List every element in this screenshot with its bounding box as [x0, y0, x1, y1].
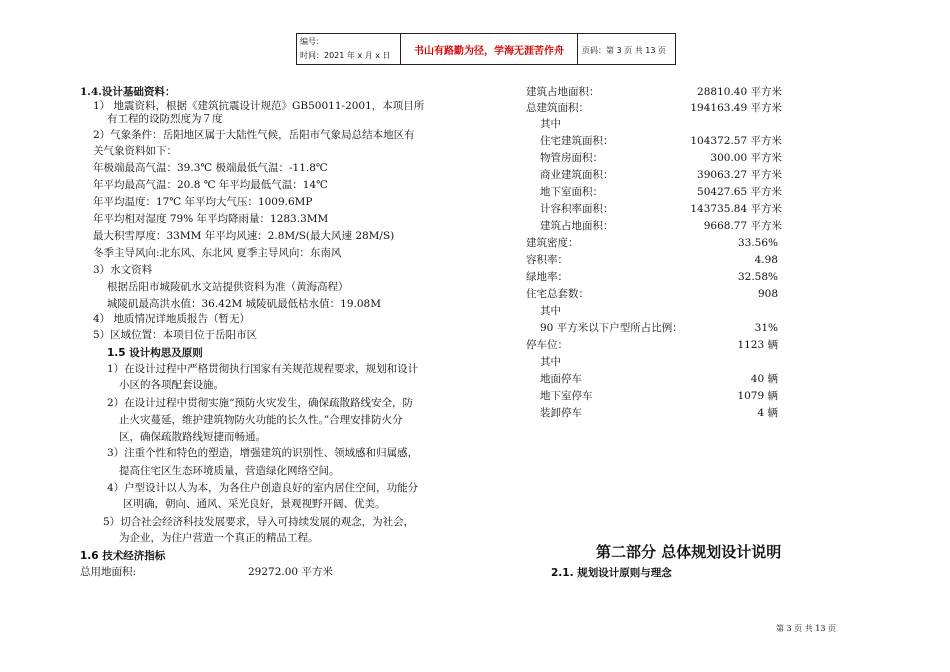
metric-value: 1123 辆 [737, 339, 778, 351]
weather-line: 年平均最高气温：20.8 ℃ 年平均最低气温：14℃ [93, 179, 328, 191]
weather-line: 年极端最高气温：39.3℃ 极端最低气温：-11.8℃ [93, 162, 328, 174]
metric-label: 建筑占地面积： [540, 220, 614, 232]
total-area-value: 29272.00 平方米 [248, 566, 333, 578]
metric-value: 50427.65 平方米 [697, 186, 782, 198]
metric-value: 1079 辆 [737, 390, 778, 402]
header-page-number: 页码：第 3 页 共 13 页 [582, 46, 666, 55]
metric-value: 33.56% [737, 237, 778, 249]
text-line: 有工程的设防烈度为７度 [107, 113, 223, 125]
metric-value: 32.58% [737, 271, 778, 283]
metric-label: 建筑密度： [526, 237, 579, 249]
metric-value: 28810.40 平方米 [697, 86, 782, 98]
section-2-1-title: 2.1. 规划设计原则与理念 [551, 567, 672, 579]
text-line: 1）在设计过程中严格贯彻执行国家有关规范规程要求，规划和设计 [107, 363, 419, 375]
page-header [296, 33, 676, 65]
part-2-title: 第二部分 总体规划设计说明 [596, 543, 782, 561]
text-line: 2）在设计过程中贯彻实施“预防火灾发生，确保疏散路线安全，防 [107, 397, 414, 409]
metric-label: 住宅建筑面积： [540, 135, 614, 147]
metric-value: 104372.57 平方米 [690, 135, 782, 147]
text-line: 2）气象条件：岳阳地区属于大陆性气候，岳阳市气象局总结本地区有 [93, 129, 415, 141]
metric-value: 908 [757, 288, 778, 300]
header-motto-cell [401, 34, 578, 64]
header-motto: 书山有路勤为径，学海无涯苦作舟 [414, 46, 564, 57]
metric-label: 其中 [540, 118, 561, 130]
header-date: 时间：2021 年 x 月 x 日 [300, 51, 391, 60]
metric-value: 300.00 平方米 [710, 152, 782, 164]
metric-value: 194163.49 平方米 [690, 102, 782, 114]
metric-label: 装卸停车 [540, 407, 582, 419]
metric-value: 4 辆 [757, 407, 778, 419]
metric-label: 绿地率： [526, 271, 568, 283]
metric-label: 90 平方米以下户型所占比例： [540, 322, 683, 334]
text-line: 为企业，为住户营造一个真正的精品工程。 [119, 532, 319, 544]
text-line: 提高住宅区生态环境质量，营造绿化网络空间。 [119, 465, 340, 477]
text-line: 根据岳阳市城陵矶水文站提供资料为准（黄海高程） [107, 281, 349, 293]
metric-label: 计容积率面积： [540, 203, 614, 215]
text-line: 小区的各项配套设施。 [119, 379, 224, 391]
header-info-cell [297, 34, 401, 64]
metric-value: 40 辆 [750, 373, 778, 385]
text-line: 3）水文资料 [93, 264, 153, 276]
weather-line: 最大积雪厚度：33MM 年平均风速：2.8M/S(最大风速 28M/S) [93, 230, 395, 242]
metric-label: 物管房面积： [540, 152, 603, 164]
section-1-4-title: 1.4.设计基础资料： [80, 86, 176, 98]
total-area-label: 总用地面积: [80, 566, 137, 578]
metric-label: 地面停车 [540, 373, 582, 385]
text-line: 4）户型设计以人为本，为各住户创造良好的室内居住空间，功能分 [107, 482, 419, 494]
metric-value: 9668.77 平方米 [703, 220, 782, 232]
page-footer: 第 3 页 共 13 页 [776, 624, 836, 633]
text-line: 止火灾蔓延，维护建筑物防火功能的长久性。”合理安排防火分 [119, 414, 403, 426]
metric-label: 其中 [540, 305, 561, 317]
text-line: 3）注重个性和特色的塑造，增强建筑的识别性、领域感和归属感， [107, 447, 419, 459]
header-page-cell [578, 34, 675, 64]
metric-label: 其中 [540, 356, 561, 368]
metric-label: 地下室停车 [540, 390, 593, 402]
metric-label: 住宅总套数： [526, 288, 589, 300]
metric-value: 39063.27 平方米 [697, 169, 782, 181]
metric-label: 停车位： [526, 339, 568, 351]
header-serial: 编号： [300, 37, 324, 46]
metric-label: 容积率： [526, 254, 568, 266]
metric-value: 31% [754, 322, 778, 334]
text-line: 5）区域位置：本项目位于岳阳市区 [93, 329, 258, 341]
weather-line: 年平均温度：17℃ 年平均大气压：1009.6MP [93, 196, 313, 208]
text-line: 5）切合社会经济科技发展要求，导入可持续发展的观念，为社会， [103, 516, 415, 528]
metric-value: 143735.84 平方米 [690, 203, 782, 215]
section-1-6-title: 1.6 技术经济指标 [80, 550, 166, 562]
text-line: 1） 地震资料，根据《建筑抗震设计规范》GB50011-2001，本项目所 [93, 100, 425, 112]
text-line: 区明确，朝向、通风、采光良好，景观视野开阔、优美。 [123, 498, 386, 510]
metric-label: 总建筑面积： [526, 102, 589, 114]
text-line: 关气象资料如下： [93, 145, 177, 157]
metric-label: 地下室面积： [540, 186, 603, 198]
metric-label: 商业建筑面积： [540, 169, 614, 181]
text-line: 区，确保疏散路线短捷而畅通。 [119, 431, 266, 443]
weather-line: 冬季主导风向:北东风、东北风 夏季主导风向：东南风 [93, 247, 342, 259]
text-line: 城陵矶最高洪水值：36.42M 城陵矶最低枯水值：19.08M [107, 298, 381, 310]
metric-label: 建筑占地面积： [526, 86, 600, 98]
text-line: 4） 地质情况详地质报告（暂无） [93, 313, 251, 325]
weather-line: 年平均相对湿度 79% 年平均降雨量：1283.3MM [93, 213, 329, 225]
metric-value: 4.98 [754, 254, 778, 266]
section-1-5-title: 1.5 设计构思及原则 [107, 347, 203, 359]
